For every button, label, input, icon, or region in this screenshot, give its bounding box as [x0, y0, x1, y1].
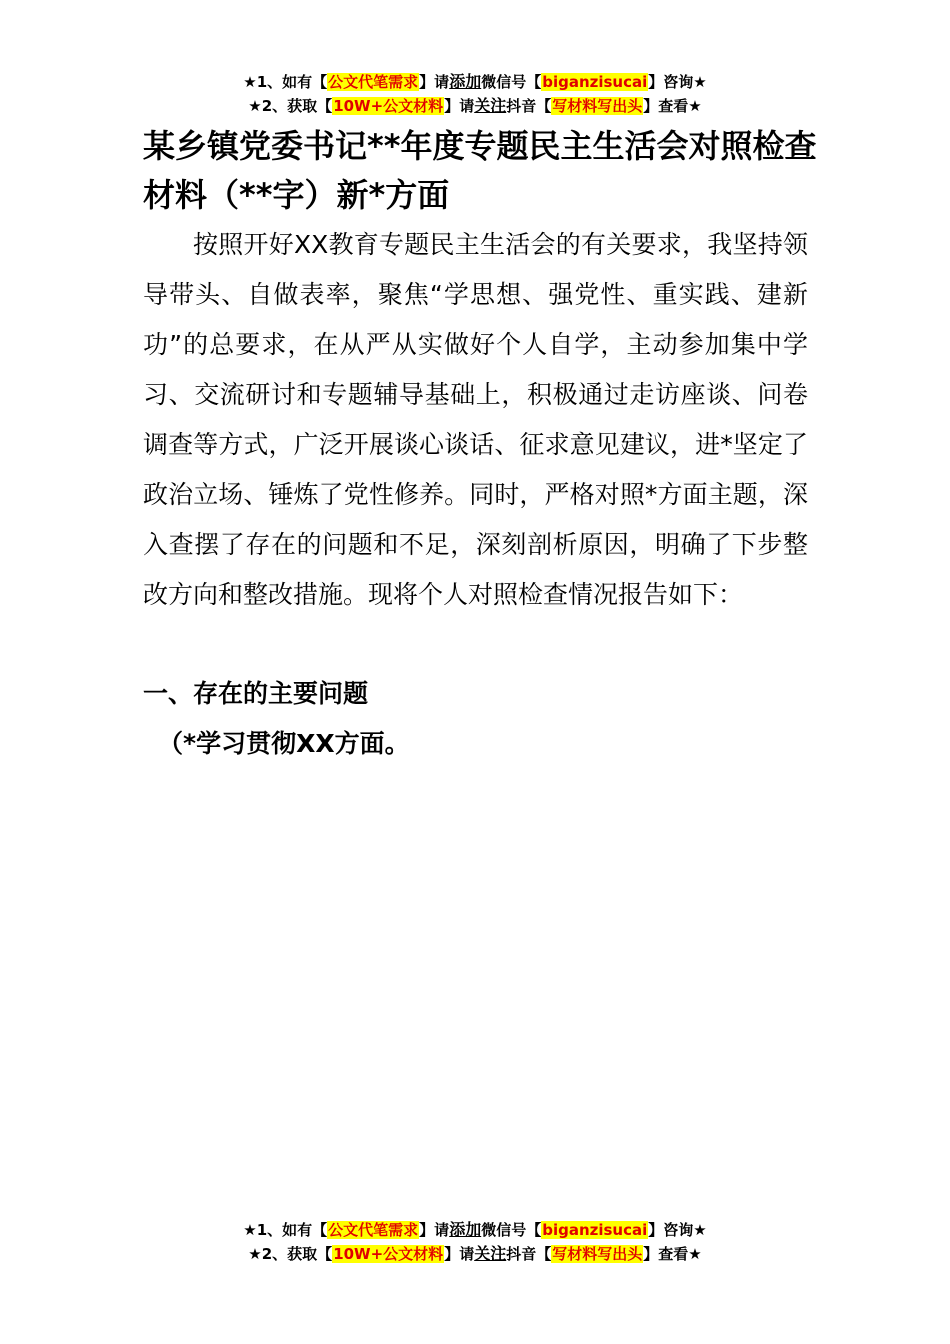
- banner-text: ★1、如有【: [243, 73, 328, 91]
- banner-highlight: 写材料写出头: [552, 97, 643, 115]
- banner-line-2: [0, 1242, 950, 1266]
- banner-text: 抖音【: [506, 97, 552, 115]
- banner-highlight: 公文代笔需求: [328, 73, 419, 91]
- banner-text: ★1、如有【: [243, 1221, 328, 1239]
- banner-line-1: [0, 1218, 950, 1242]
- banner-highlight: biganzisucai: [542, 73, 648, 91]
- banner-highlight: biganzisucai: [542, 1221, 648, 1239]
- subsection-heading: （*学习贯彻XX方面。: [158, 729, 410, 758]
- banner-emphasis: 添加: [449, 1220, 482, 1239]
- banner-emphasis: 关注: [474, 1244, 507, 1263]
- banner-text: 抖音【: [506, 1245, 552, 1263]
- banner-text: 】请: [419, 73, 450, 91]
- footer-banner: [0, 1218, 950, 1266]
- banner-text: 】请: [444, 1245, 475, 1263]
- banner-emphasis: 添加: [449, 72, 482, 91]
- section-heading: 一、存在的主要问题: [143, 679, 369, 708]
- banner-highlight: 10W+公文材料: [333, 1245, 444, 1263]
- banner-highlight: 写材料写出头: [552, 1245, 643, 1263]
- header-banner: [0, 70, 950, 118]
- intro-paragraph: 按照开好XX教育专题民主生活会的有关要求，我坚持领导带头、自做表率，聚焦“学思想、强党性、重实践、建新功”的总要求，在从严从实做好个人自学，主动参加集中学习、交流研讨和专题辅导基础上，积极通过走访座谈、问卷调查等方式，广泛开展谈心谈话、征求意见建议，进*坚定了政治立场、锤炼了党性修养。同时，严格对照*方面主题，深入查摆了存在的问题和不足，深刻剖析原因，明确了下步整改方向和整改措施。现将个人对照检查情况报告如下：: [143, 230, 808, 609]
- banner-line-2: [0, 94, 950, 118]
- banner-text: ★2、获取【: [248, 97, 333, 115]
- banner-text: 】咨询★: [648, 73, 707, 91]
- banner-highlight: 10W+公文材料: [333, 97, 444, 115]
- page-title: 某乡镇党委书记**年度专题民主生活会对照检查材料（**字）新*方面: [143, 127, 817, 214]
- banner-highlight: 公文代笔需求: [328, 1221, 419, 1239]
- banner-text: 微信号【: [481, 73, 542, 91]
- banner-text: 】查看★: [643, 97, 702, 115]
- banner-text: 】请: [419, 1221, 450, 1239]
- banner-line-1: [0, 70, 950, 94]
- banner-text: ★2、获取【: [248, 1245, 333, 1263]
- banner-emphasis: 关注: [474, 96, 507, 115]
- banner-text: 】咨询★: [648, 1221, 707, 1239]
- banner-text: 】查看★: [643, 1245, 702, 1263]
- banner-text: 】请: [444, 97, 475, 115]
- banner-text: 微信号【: [481, 1221, 542, 1239]
